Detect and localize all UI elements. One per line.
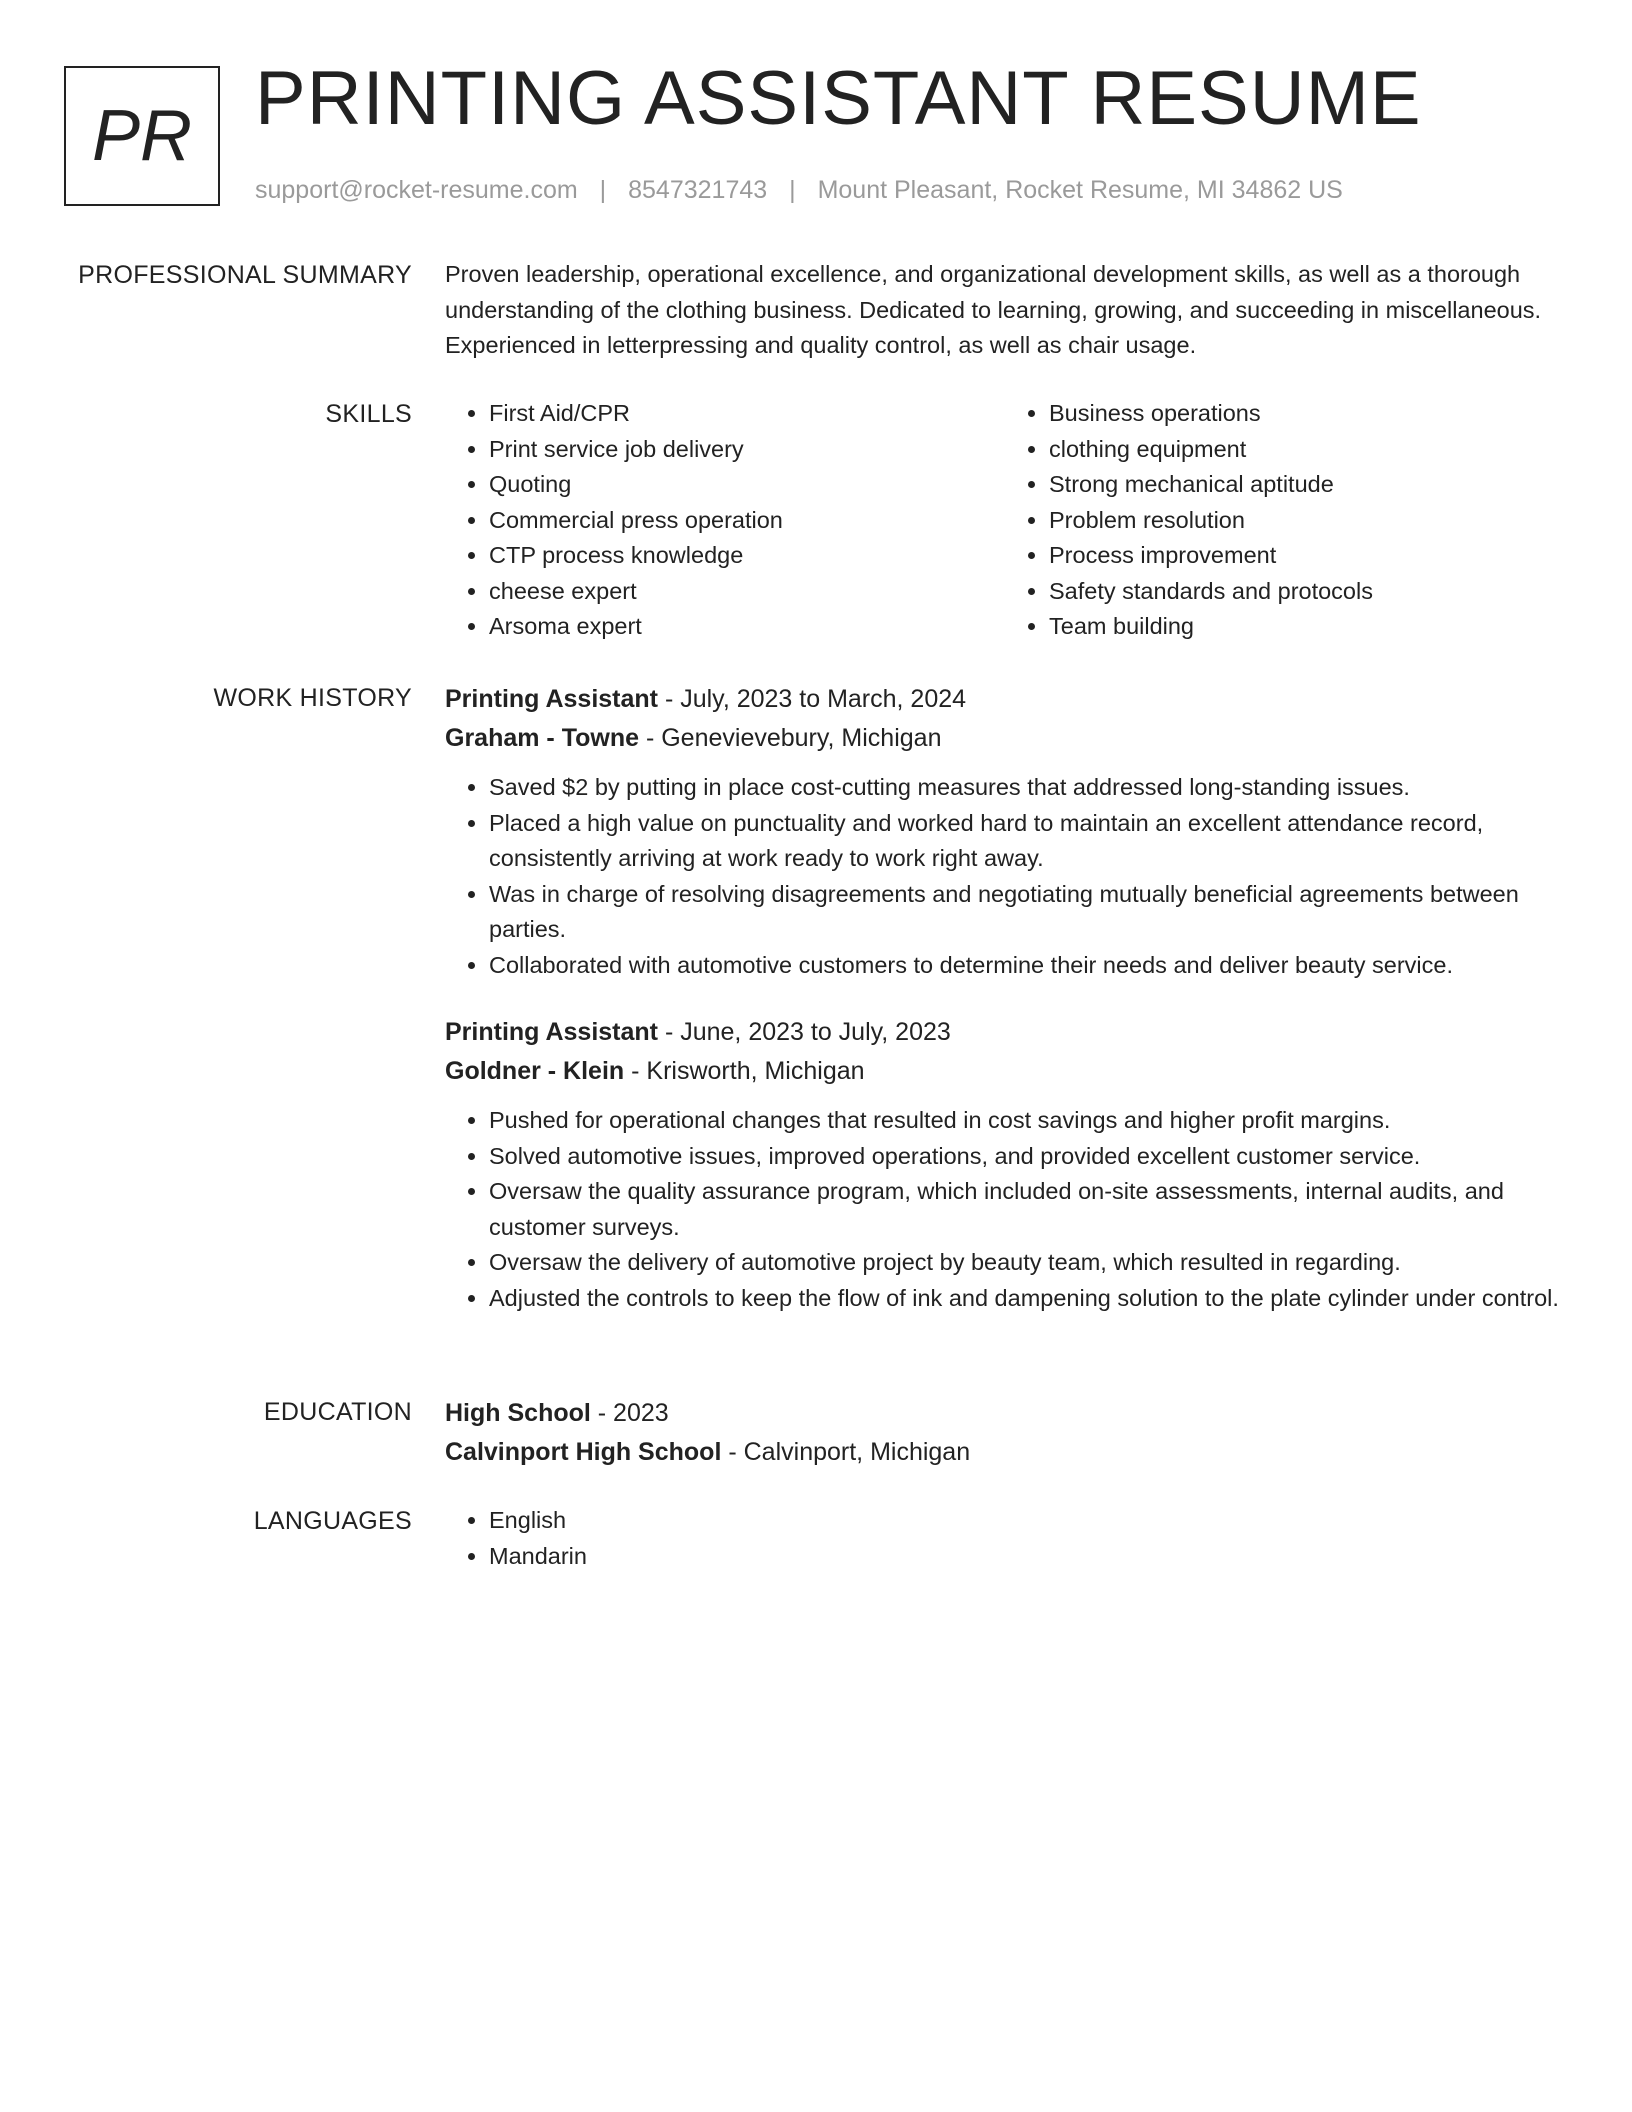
monogram-badge — [64, 66, 220, 206]
job-company: Goldner - Klein — [445, 1057, 625, 1085]
job-company: Graham - Towne — [445, 724, 640, 752]
skills-list-left — [445, 396, 1005, 645]
page-title: PRINTING ASSISTANT RESUME — [255, 56, 1422, 141]
skill-item: • Safety standards and protocols — [1049, 574, 1565, 610]
skill-item: • CTP process knowledge — [489, 538, 1005, 574]
job-bullets — [445, 770, 1565, 983]
section-label: SKILLS — [325, 400, 412, 428]
skill-item: • First Aid/CPR — [489, 396, 1005, 432]
job-company-line — [445, 1052, 1565, 1091]
job-bullet: • Oversaw the delivery of automotive project by beauty team, which resulted in regarding. — [489, 1245, 1565, 1281]
skills-grid — [445, 396, 1565, 645]
skill-item: • Team building — [1049, 609, 1565, 645]
job-title: Printing Assistant — [445, 1018, 658, 1046]
job-bullet: • Collaborated with automotive customers to determine their needs and deliver beauty service. — [489, 948, 1565, 984]
job-bullet: • Placed a high value on punctuality and worked hard to maintain an excellent attendance record, consistently arriving at work ready to work right away. — [489, 806, 1565, 877]
job-location: - Genevievebury, Michigan — [639, 724, 942, 752]
skill-item: • cheese expert — [489, 574, 1005, 610]
section-label: WORK HISTORY — [213, 684, 412, 712]
job-bullet: • Pushed for operational changes that resulted in cost savings and higher profit margins. — [489, 1103, 1565, 1139]
section-content — [445, 1503, 1565, 1574]
skill-item: • Arsoma expert — [489, 609, 1005, 645]
section-content — [445, 257, 1565, 364]
job-bullets — [445, 1103, 1565, 1316]
contact-phone: 8547321743 — [628, 176, 768, 204]
job-entry — [445, 680, 1565, 983]
skill-item: • Quoting — [489, 467, 1005, 503]
section-content — [445, 680, 1565, 1316]
section-label: LANGUAGES — [253, 1507, 412, 1535]
section-label: EDUCATION — [263, 1398, 412, 1426]
monogram-text: PR — [91, 96, 193, 176]
skills-list-right — [1005, 396, 1565, 645]
job-bullet: • Solved automotive issues, improved operations, and provided excellent customer service. — [489, 1139, 1565, 1175]
job-title-line — [445, 680, 1565, 719]
skill-item: • Print service job delivery — [489, 432, 1005, 468]
summary-text: Proven leadership, operational excellence, and organizational development skills, as well as a thorough understanding of the clothing business. Dedicated to learning, growing, and succeeding in miscellaneous. Experienced in letterpressing and quality control, as well as chair usage. — [445, 261, 1542, 358]
skill-item: • clothing equipment — [1049, 432, 1565, 468]
job-dates: - July, 2023 to March, 2024 — [658, 685, 967, 713]
skill-item: • Process improvement — [1049, 538, 1565, 574]
skill-item: • Strong mechanical aptitude — [1049, 467, 1565, 503]
education-school-line — [445, 1433, 1565, 1472]
job-dates: - June, 2023 to July, 2023 — [658, 1018, 951, 1046]
job-title: Printing Assistant — [445, 685, 658, 713]
skill-item: • Problem resolution — [1049, 503, 1565, 539]
section-content — [445, 1394, 1565, 1472]
job-bullet: • Oversaw the quality assurance program, which included on-site assessments, internal audits, and customer surveys. — [489, 1174, 1565, 1245]
job-title-line — [445, 1013, 1565, 1052]
education-location: - Calvinport, Michigan — [721, 1438, 971, 1466]
contact-separator: | — [599, 176, 607, 204]
job-entry — [445, 1013, 1565, 1316]
job-bullet: • Was in charge of resolving disagreements and negotiating mutually beneficial agreements between parties. — [489, 877, 1565, 948]
job-location: - Krisworth, Michigan — [624, 1057, 865, 1085]
language-item: • Mandarin — [489, 1539, 1565, 1575]
job-bullet: • Saved $2 by putting in place cost-cutting measures that addressed long-standing issues. — [489, 770, 1565, 806]
contact-separator: | — [789, 176, 796, 204]
skill-item: • Business operations — [1049, 396, 1565, 432]
education-degree: High School — [445, 1399, 591, 1427]
languages-list — [445, 1503, 1565, 1574]
language-item: • English — [489, 1503, 1565, 1539]
education-degree-line — [445, 1394, 1565, 1433]
job-company-line — [445, 719, 1565, 758]
education-year: - 2023 — [590, 1399, 669, 1427]
contact-email: support@rocket-resume.com — [255, 176, 578, 204]
skill-item: • Commercial press operation — [489, 503, 1005, 539]
section-label: PROFESSIONAL SUMMARY — [78, 261, 412, 289]
education-school: Calvinport High School — [445, 1438, 722, 1466]
contact-address: Mount Pleasant, Rocket Resume, MI 34862 US — [817, 176, 1343, 204]
job-bullet: • Adjusted the controls to keep the flow of ink and dampening solution to the plate cylinder under control. — [489, 1281, 1565, 1317]
contact-line — [255, 172, 1343, 208]
